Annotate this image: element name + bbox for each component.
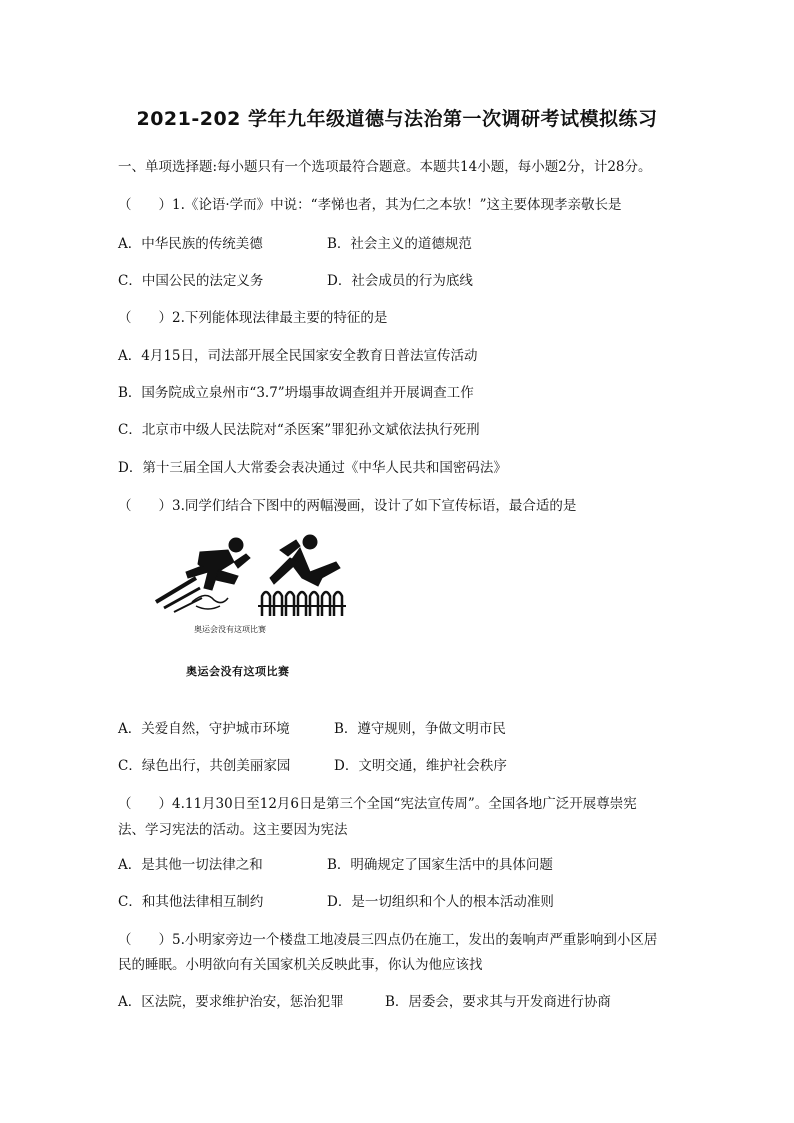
bird-icon xyxy=(192,595,228,609)
question-5-stem-line-2: 民的睡眠。小明欲向有关国家机关反映此事，你认为他应该找 xyxy=(118,957,483,973)
question-1-option-a: A．中华民族的传统美德 xyxy=(118,236,263,252)
question-5-option-b: B．居委会，要求其与开发商进行协商 xyxy=(385,994,611,1010)
question-3-option-c: C．绿色出行，共创美丽家园 xyxy=(118,758,291,774)
question-3-stem: （ ）3.同学们结合下图中的两幅漫画，设计了如下宣传标语，最合适的是 xyxy=(118,498,577,514)
question-5-stem-line-1: （ ）5.小明家旁边一个楼盘工地凌晨三四点仍在施工，发出的轰响声严重影响到小区居 xyxy=(118,932,658,948)
section-heading: 一、单项选择题:每小题只有一个选项最符合题意。本题共14小题，每小题2分，计28分。 xyxy=(118,159,652,175)
question-3-option-a: A．关爱自然，守护城市环境 xyxy=(118,721,290,737)
question-4-option-b: B．明确规定了国家生活中的具体问题 xyxy=(327,857,553,873)
question-5-option-a: A．区法院，要求维护治安，惩治犯罪 xyxy=(118,994,344,1010)
question-1-option-b: B．社会主义的道德规范 xyxy=(327,236,472,252)
question-2-option-b: B．国务院成立泉州市“3.7”坍塌事故调查组并开展调查工作 xyxy=(118,385,474,401)
question-2-stem: （ ）2.下列能体现法律最主要的特征的是 xyxy=(118,310,388,326)
figure-caption-small: 奥运会没有这项比赛 xyxy=(194,625,266,634)
question-4-option-d: D．是一切组织和个人的根本活动准则 xyxy=(327,894,554,910)
question-3-option-d: D．文明交通，维护社会秩序 xyxy=(334,758,507,774)
question-4-stem-line-2: 法、学习宪法的活动。这主要因为宪法 xyxy=(118,822,348,838)
question-1-stem: （ ）1.《论语·学而》中说：“孝悌也者，其为仁之本欤！”这主要体现孝亲敬长是 xyxy=(118,197,622,213)
question-4-option-c: C．和其他法律相互制约 xyxy=(118,894,264,910)
fence-icon xyxy=(258,592,346,616)
question-4-stem-line-1: （ ）4.11月30日至12月6日是第三个全国“宪法宣传周”。全国各地广泛开展尊崇宪 xyxy=(118,796,637,812)
page-title: 2021-202 学年九年级道德与法治第一次调研考试模拟练习 xyxy=(136,108,658,130)
question-1-option-d: D．社会成员的行为底线 xyxy=(327,273,473,289)
question-2-option-a: A．4月15日，司法部开展全民国家安全教育日普法宣传活动 xyxy=(118,348,478,364)
figure-caption: 奥运会没有这项比赛 xyxy=(186,665,290,678)
question-2-option-d: D．第十三届全国人大常委会表决通过《中华人民共和国密码法》 xyxy=(118,460,507,476)
runner-figure-icon xyxy=(156,538,250,612)
question-1-option-c: C．中国公民的法定义务 xyxy=(118,273,264,289)
question-4-option-a: A．是其他一切法律之和 xyxy=(118,857,263,873)
question-2-option-c: C．北京市中级人民法院对“杀医案”罪犯孙文斌依法执行死刑 xyxy=(118,422,480,438)
question-3-option-b: B．遵守规则，争做文明市民 xyxy=(334,721,506,737)
climber-figure-icon xyxy=(270,535,340,586)
